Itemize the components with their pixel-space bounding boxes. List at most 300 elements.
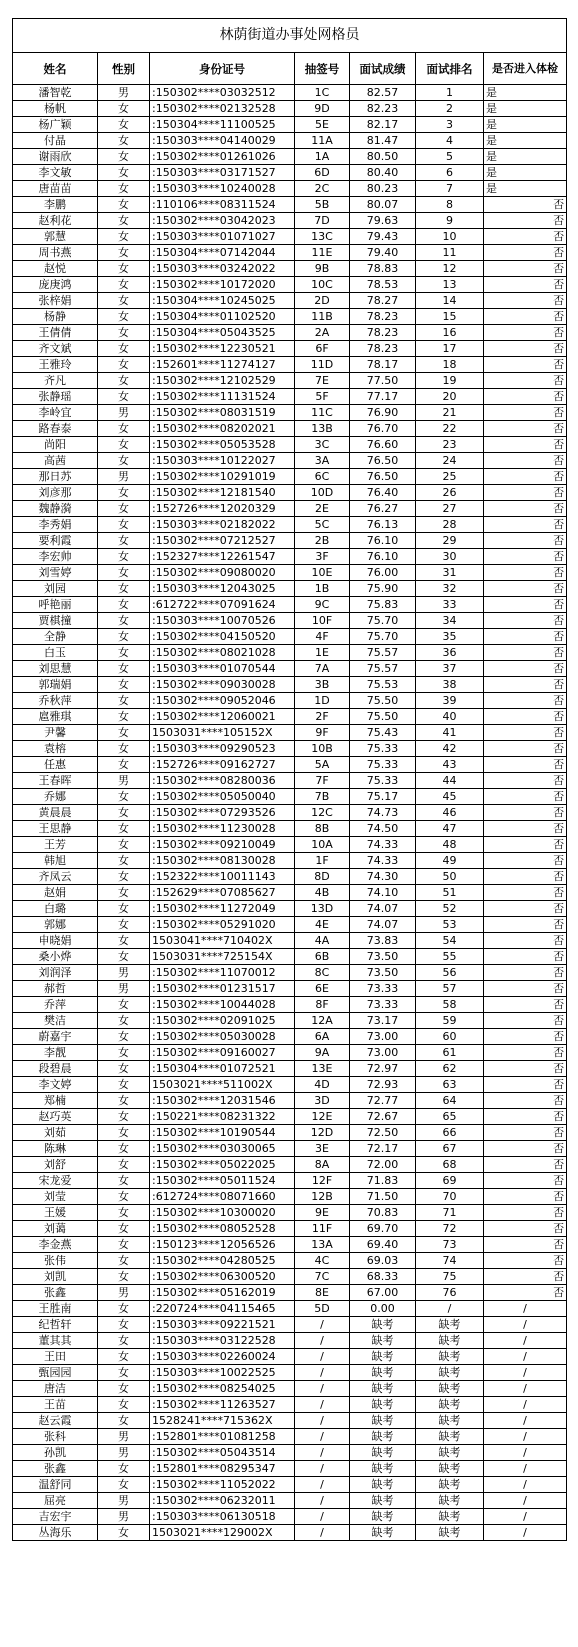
rank-cell: 31	[416, 565, 484, 581]
rank-cell: 10	[416, 229, 484, 245]
draw-number-cell: 12D	[295, 1125, 350, 1141]
rank-cell: 70	[416, 1189, 484, 1205]
gender-cell: 女	[98, 165, 150, 181]
table-row	[13, 245, 567, 261]
exam-cell: 否	[484, 837, 567, 853]
rank-cell: 57	[416, 981, 484, 997]
draw-number-cell: 4D	[295, 1077, 350, 1093]
draw-number-cell: 1B	[295, 581, 350, 597]
name-cell: 魏静漪	[13, 501, 98, 517]
exam-cell: /	[484, 1461, 567, 1477]
id-number-cell: :150303****01071027	[150, 229, 295, 245]
name-cell: 杨静	[13, 309, 98, 325]
name-cell: 宋龙爱	[13, 1173, 98, 1189]
gender-cell: 女	[98, 117, 150, 133]
draw-number-cell: 10D	[295, 485, 350, 501]
table-row	[13, 117, 567, 133]
name-cell: 刘雪婷	[13, 565, 98, 581]
name-cell: 韩旭	[13, 853, 98, 869]
id-number-cell: 1503041****710402X	[150, 933, 295, 949]
exam-cell: 否	[484, 757, 567, 773]
rank-cell: 16	[416, 325, 484, 341]
name-cell: 赵娟	[13, 885, 98, 901]
id-number-cell: :150302****08254025	[150, 1381, 295, 1397]
score-cell: 75.57	[350, 661, 416, 677]
header-name: 姓名	[13, 53, 98, 85]
exam-cell: 是	[484, 101, 567, 117]
table-row	[13, 517, 567, 533]
exam-cell: 否	[484, 933, 567, 949]
rank-cell: 74	[416, 1253, 484, 1269]
name-cell: 刘彦那	[13, 485, 98, 501]
name-cell: 李金燕	[13, 1237, 98, 1253]
id-number-cell: :150302****03030065	[150, 1141, 295, 1157]
score-cell: 80.23	[350, 181, 416, 197]
score-cell: 75.90	[350, 581, 416, 597]
draw-number-cell: 3A	[295, 453, 350, 469]
gender-cell: 女	[98, 485, 150, 501]
gender-cell: 女	[98, 261, 150, 277]
score-cell: 缺考	[350, 1493, 416, 1509]
exam-cell: 否	[484, 645, 567, 661]
gender-cell: 女	[98, 437, 150, 453]
rank-cell: 24	[416, 453, 484, 469]
exam-cell: /	[484, 1445, 567, 1461]
score-cell: 77.50	[350, 373, 416, 389]
score-cell: 78.53	[350, 277, 416, 293]
id-number-cell: :150302****05022025	[150, 1157, 295, 1173]
name-cell: 吉宏宇	[13, 1509, 98, 1525]
table-row	[13, 421, 567, 437]
draw-number-cell: /	[295, 1445, 350, 1461]
rank-cell: 13	[416, 277, 484, 293]
draw-number-cell: 7B	[295, 789, 350, 805]
rank-cell: 42	[416, 741, 484, 757]
gender-cell: 女	[98, 1221, 150, 1237]
gender-cell: 女	[98, 325, 150, 341]
draw-number-cell: 9E	[295, 1205, 350, 1221]
draw-number-cell: 5E	[295, 117, 350, 133]
score-cell: 74.07	[350, 917, 416, 933]
id-number-cell: :152726****12020329	[150, 501, 295, 517]
id-number-cell: :150303****03171527	[150, 165, 295, 181]
id-number-cell: :612722****07091624	[150, 597, 295, 613]
rank-cell: 40	[416, 709, 484, 725]
draw-number-cell: /	[295, 1381, 350, 1397]
draw-number-cell: /	[295, 1429, 350, 1445]
table-row	[13, 597, 567, 613]
id-number-cell: :150302****04150520	[150, 629, 295, 645]
name-cell: 齐文斌	[13, 341, 98, 357]
table-row	[13, 277, 567, 293]
draw-number-cell: 2E	[295, 501, 350, 517]
exam-cell: 否	[484, 373, 567, 389]
id-number-cell: :150302****09052046	[150, 693, 295, 709]
exam-cell: 否	[484, 389, 567, 405]
id-number-cell: :152327****12261547	[150, 549, 295, 565]
exam-cell: /	[484, 1525, 567, 1541]
score-cell: 缺考	[350, 1333, 416, 1349]
exam-cell: 否	[484, 709, 567, 725]
rank-cell: 5	[416, 149, 484, 165]
draw-number-cell: 8C	[295, 965, 350, 981]
table-row	[13, 405, 567, 421]
rank-cell: 7	[416, 181, 484, 197]
draw-number-cell: 12A	[295, 1013, 350, 1029]
exam-cell: /	[484, 1317, 567, 1333]
rank-cell: 73	[416, 1237, 484, 1253]
draw-number-cell: 1E	[295, 645, 350, 661]
id-number-cell: :150302****11272049	[150, 901, 295, 917]
name-cell: 王苗	[13, 1397, 98, 1413]
gender-cell: 女	[98, 1157, 150, 1173]
name-cell: 王倩倩	[13, 325, 98, 341]
id-number-cell: :150302****05043514	[150, 1445, 295, 1461]
exam-cell: 是	[484, 85, 567, 101]
table-row	[13, 821, 567, 837]
id-number-cell: :150302****02091025	[150, 1013, 295, 1029]
id-number-cell: 1503021****129002X	[150, 1525, 295, 1541]
score-cell: 80.40	[350, 165, 416, 181]
id-number-cell: :152629****07085627	[150, 885, 295, 901]
id-number-cell: :150123****12056526	[150, 1237, 295, 1253]
draw-number-cell: 2D	[295, 293, 350, 309]
rank-cell: 58	[416, 997, 484, 1013]
name-cell: 杨帆	[13, 101, 98, 117]
table-row	[13, 549, 567, 565]
id-number-cell: :150302****12060021	[150, 709, 295, 725]
draw-number-cell: 3F	[295, 549, 350, 565]
exam-cell: 是	[484, 181, 567, 197]
name-cell: 刘思慧	[13, 661, 98, 677]
name-cell: 白璐	[13, 901, 98, 917]
score-cell: 76.10	[350, 533, 416, 549]
score-cell: 78.27	[350, 293, 416, 309]
table-row	[13, 917, 567, 933]
draw-number-cell: 9C	[295, 597, 350, 613]
rank-cell: 缺考	[416, 1381, 484, 1397]
header-id-number: 身份证号	[150, 53, 295, 85]
gender-cell: 女	[98, 917, 150, 933]
id-number-cell: :150302****08021028	[150, 645, 295, 661]
exam-cell: 否	[484, 213, 567, 229]
score-cell: 74.73	[350, 805, 416, 821]
rank-cell: 缺考	[416, 1525, 484, 1541]
draw-number-cell: /	[295, 1333, 350, 1349]
name-cell: 路春泰	[13, 421, 98, 437]
name-cell: 扈雅琪	[13, 709, 98, 725]
table-row	[13, 1109, 567, 1125]
draw-number-cell: 10F	[295, 613, 350, 629]
table-row	[13, 1317, 567, 1333]
score-cell: 75.50	[350, 709, 416, 725]
id-number-cell: :150303****01070544	[150, 661, 295, 677]
name-cell: 王春晖	[13, 773, 98, 789]
gender-cell: 女	[98, 1045, 150, 1061]
score-cell: 76.50	[350, 469, 416, 485]
score-cell: 78.23	[350, 325, 416, 341]
score-cell: 82.23	[350, 101, 416, 117]
gender-cell: 女	[98, 629, 150, 645]
gender-cell: 女	[98, 1061, 150, 1077]
draw-number-cell: 4B	[295, 885, 350, 901]
name-cell: 张梓娟	[13, 293, 98, 309]
id-number-cell: :150303****10122027	[150, 453, 295, 469]
id-number-cell: :220724****04115465	[150, 1301, 295, 1317]
gender-cell: 女	[98, 181, 150, 197]
gender-cell: 女	[98, 197, 150, 213]
name-cell: 樊洁	[13, 1013, 98, 1029]
gender-cell: 女	[98, 885, 150, 901]
exam-cell: 否	[484, 469, 567, 485]
table-row	[13, 341, 567, 357]
score-cell: 69.03	[350, 1253, 416, 1269]
name-cell: 刘舒	[13, 1157, 98, 1173]
draw-number-cell: 2F	[295, 709, 350, 725]
id-number-cell: :150303****03242022	[150, 261, 295, 277]
score-cell: 76.70	[350, 421, 416, 437]
score-cell: 73.50	[350, 965, 416, 981]
name-cell: 庞庚鸿	[13, 277, 98, 293]
score-cell: 78.23	[350, 341, 416, 357]
exam-cell: /	[484, 1429, 567, 1445]
exam-cell: 否	[484, 1269, 567, 1285]
id-number-cell: :150302****11131524	[150, 389, 295, 405]
id-number-cell: :150302****08280036	[150, 773, 295, 789]
exam-cell: 否	[484, 549, 567, 565]
rank-cell: 15	[416, 309, 484, 325]
name-cell: 白玉	[13, 645, 98, 661]
id-number-cell: 1503021****511002X	[150, 1077, 295, 1093]
draw-number-cell: 11A	[295, 133, 350, 149]
score-cell: 76.27	[350, 501, 416, 517]
draw-number-cell: 2C	[295, 181, 350, 197]
rank-cell: 缺考	[416, 1493, 484, 1509]
name-cell: 赵巧英	[13, 1109, 98, 1125]
score-cell: 76.50	[350, 453, 416, 469]
exam-cell: 否	[484, 453, 567, 469]
rank-cell: 62	[416, 1061, 484, 1077]
id-number-cell: :150303****02260024	[150, 1349, 295, 1365]
name-cell: 张鑫	[13, 1461, 98, 1477]
score-cell: 75.50	[350, 693, 416, 709]
rank-cell: 19	[416, 373, 484, 389]
id-number-cell: :150302****01261026	[150, 149, 295, 165]
name-cell: 袁榕	[13, 741, 98, 757]
draw-number-cell: /	[295, 1413, 350, 1429]
table-row	[13, 773, 567, 789]
gender-cell: 女	[98, 757, 150, 773]
score-cell: 69.70	[350, 1221, 416, 1237]
exam-cell: 否	[484, 277, 567, 293]
table-row	[13, 1477, 567, 1493]
rank-cell: 21	[416, 405, 484, 421]
gender-cell: 女	[98, 869, 150, 885]
gender-cell: 男	[98, 965, 150, 981]
draw-number-cell: 6D	[295, 165, 350, 181]
score-cell: 72.93	[350, 1077, 416, 1093]
name-cell: 张伟	[13, 1253, 98, 1269]
draw-number-cell: 3B	[295, 677, 350, 693]
rank-cell: 65	[416, 1109, 484, 1125]
score-cell: 74.30	[350, 869, 416, 885]
draw-number-cell: 6F	[295, 341, 350, 357]
score-cell: 75.33	[350, 741, 416, 757]
draw-number-cell: 1F	[295, 853, 350, 869]
score-cell: 69.40	[350, 1237, 416, 1253]
draw-number-cell: 8B	[295, 821, 350, 837]
rank-cell: 29	[416, 533, 484, 549]
name-cell: 申晓娟	[13, 933, 98, 949]
table-row	[13, 165, 567, 181]
name-cell: 谢雨欣	[13, 149, 98, 165]
name-cell: 郭慧	[13, 229, 98, 245]
exam-cell: 否	[484, 485, 567, 501]
exam-cell: 否	[484, 741, 567, 757]
name-cell: 郭瑞娟	[13, 677, 98, 693]
exam-cell: 否	[484, 405, 567, 421]
table-row	[13, 389, 567, 405]
name-cell: 刘园	[13, 581, 98, 597]
draw-number-cell: /	[295, 1317, 350, 1333]
exam-cell: 否	[484, 1077, 567, 1093]
name-cell: 呼艳丽	[13, 597, 98, 613]
gender-cell: 男	[98, 981, 150, 997]
table-row	[13, 1237, 567, 1253]
score-cell: 73.33	[350, 981, 416, 997]
gender-cell: 女	[98, 1301, 150, 1317]
score-cell: 82.17	[350, 117, 416, 133]
id-number-cell: :150304****05043525	[150, 325, 295, 341]
name-cell: 贾棋撞	[13, 613, 98, 629]
score-cell: 80.07	[350, 197, 416, 213]
score-cell: 79.63	[350, 213, 416, 229]
id-number-cell: :150302****07293526	[150, 805, 295, 821]
rank-cell: 53	[416, 917, 484, 933]
rank-cell: 64	[416, 1093, 484, 1109]
table-row	[13, 1093, 567, 1109]
table-row	[13, 149, 567, 165]
draw-number-cell: 6A	[295, 1029, 350, 1045]
score-cell: 缺考	[350, 1509, 416, 1525]
name-cell: 唐洁	[13, 1381, 98, 1397]
name-cell: 温舒同	[13, 1477, 98, 1493]
draw-number-cell: 6E	[295, 981, 350, 997]
name-cell: 李秀娟	[13, 517, 98, 533]
table-row	[13, 1445, 567, 1461]
table-row	[13, 1525, 567, 1541]
rank-cell: 66	[416, 1125, 484, 1141]
table-row	[13, 933, 567, 949]
table-row	[13, 357, 567, 373]
name-cell: 王思静	[13, 821, 98, 837]
draw-number-cell: 13B	[295, 421, 350, 437]
gender-cell: 女	[98, 1237, 150, 1253]
id-number-cell: :150302****11070012	[150, 965, 295, 981]
gender-cell: 女	[98, 341, 150, 357]
id-number-cell: :150303****02182022	[150, 517, 295, 533]
exam-cell: 否	[484, 1157, 567, 1173]
gender-cell: 女	[98, 725, 150, 741]
gender-cell: 女	[98, 229, 150, 245]
table-row	[13, 1397, 567, 1413]
table-row	[13, 1413, 567, 1429]
name-cell: 蔚嘉宇	[13, 1029, 98, 1045]
name-cell: 杨广颖	[13, 117, 98, 133]
draw-number-cell: /	[295, 1509, 350, 1525]
name-cell: 周书燕	[13, 245, 98, 261]
gender-cell: 女	[98, 245, 150, 261]
id-number-cell: :150302****12230521	[150, 341, 295, 357]
exam-cell: 否	[484, 901, 567, 917]
rank-cell: 9	[416, 213, 484, 229]
table-row	[13, 629, 567, 645]
exam-cell: 否	[484, 341, 567, 357]
score-cell: 72.50	[350, 1125, 416, 1141]
rank-cell: 35	[416, 629, 484, 645]
exam-cell: 否	[484, 629, 567, 645]
exam-cell: 否	[484, 1013, 567, 1029]
gender-cell: 女	[98, 997, 150, 1013]
id-number-cell: :152322****10011143	[150, 869, 295, 885]
exam-cell: 否	[484, 565, 567, 581]
name-cell: 赵利花	[13, 213, 98, 229]
score-cell: 68.33	[350, 1269, 416, 1285]
id-number-cell: :150303****09221521	[150, 1317, 295, 1333]
name-cell: 王雅玲	[13, 357, 98, 373]
draw-number-cell: 5C	[295, 517, 350, 533]
id-number-cell: :150302****08130028	[150, 853, 295, 869]
exam-cell: 否	[484, 869, 567, 885]
rank-cell: 41	[416, 725, 484, 741]
id-number-cell: :150302****05053528	[150, 437, 295, 453]
draw-number-cell: 3E	[295, 1141, 350, 1157]
draw-number-cell: 8A	[295, 1157, 350, 1173]
exam-cell: 否	[484, 949, 567, 965]
table-row	[13, 581, 567, 597]
id-number-cell: :150304****01102520	[150, 309, 295, 325]
exam-cell: 否	[484, 885, 567, 901]
score-cell: 73.00	[350, 1045, 416, 1061]
score-cell: 79.40	[350, 245, 416, 261]
score-cell: 缺考	[350, 1365, 416, 1381]
table-row	[13, 853, 567, 869]
table-row	[13, 1269, 567, 1285]
draw-number-cell: 12C	[295, 805, 350, 821]
id-number-cell: :150302****12181540	[150, 485, 295, 501]
id-number-cell: :150302****06300520	[150, 1269, 295, 1285]
table-row	[13, 261, 567, 277]
rank-cell: 71	[416, 1205, 484, 1221]
rank-cell: 2	[416, 101, 484, 117]
name-cell: 屈亮	[13, 1493, 98, 1509]
rank-cell: 14	[416, 293, 484, 309]
score-cell: 75.43	[350, 725, 416, 741]
name-cell: 李鹏	[13, 197, 98, 213]
exam-cell: 否	[484, 1253, 567, 1269]
gender-cell: 男	[98, 1429, 150, 1445]
gender-cell: 女	[98, 1397, 150, 1413]
name-cell: 乔娜	[13, 789, 98, 805]
score-cell: 75.57	[350, 645, 416, 661]
score-cell: 75.33	[350, 757, 416, 773]
gender-cell: 女	[98, 357, 150, 373]
header-interview-score: 面试成绩	[350, 53, 416, 85]
gender-cell: 女	[98, 1269, 150, 1285]
draw-number-cell: /	[295, 1525, 350, 1541]
rank-cell: 63	[416, 1077, 484, 1093]
table-row	[13, 1189, 567, 1205]
